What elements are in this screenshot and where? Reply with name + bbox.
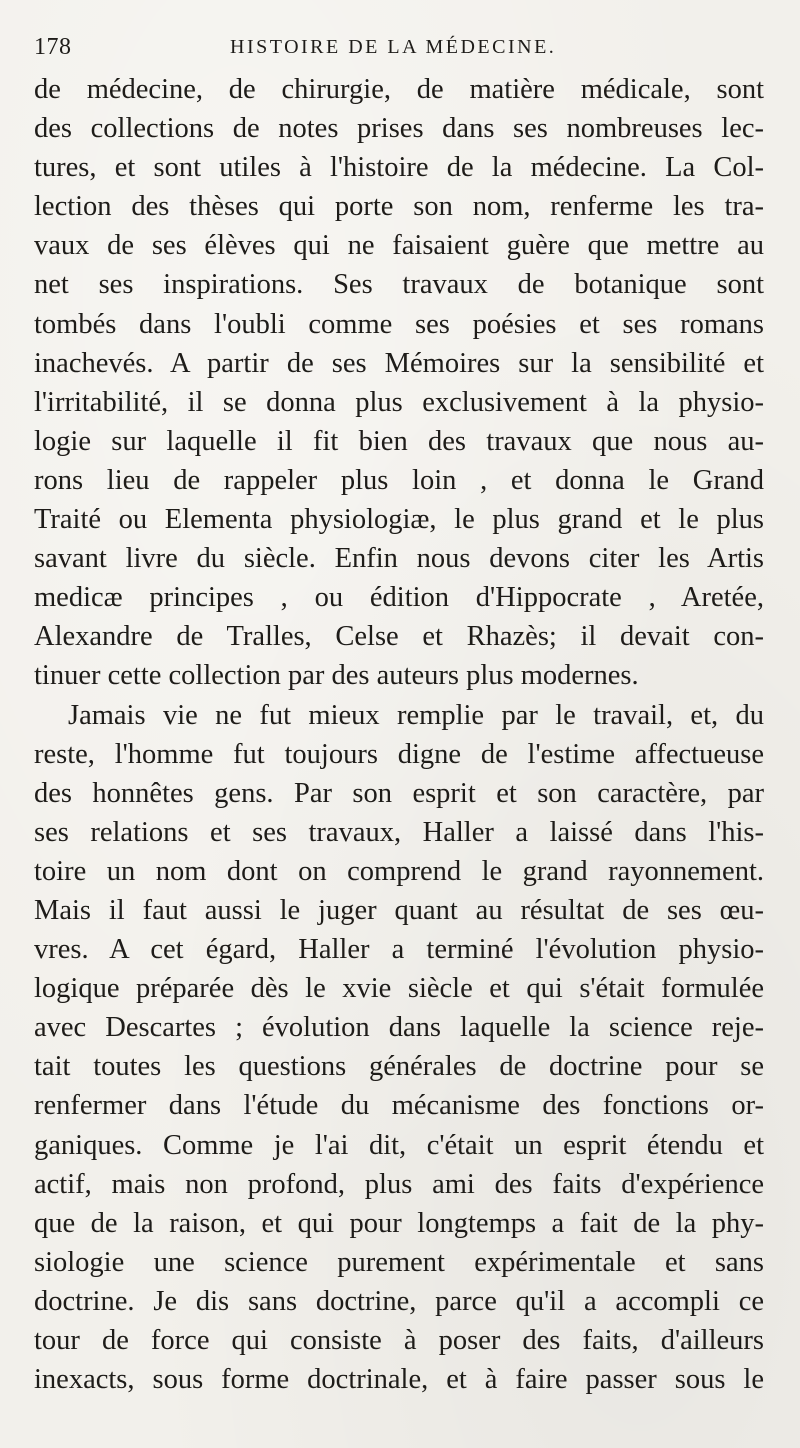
page-number: 178 [34, 34, 72, 60]
text-line: tombés dans l'oubli comme ses poésies et ses romans [34, 308, 764, 340]
page-header [34, 34, 766, 64]
text-line-paragraph-start: Jamais vie ne fut mieux remplie par le travail, et, du [68, 699, 764, 731]
text-line: siologie une science purement expérimentale et sans [34, 1246, 764, 1278]
text-line: vaux de ses élèves qui ne faisaient guère que mettre au [34, 230, 764, 262]
body-text [34, 70, 764, 1399]
text-line: doctrine. Je dis sans doctrine, parce qu'il a accompli ce [34, 1285, 764, 1317]
text-line: logie sur laquelle il fit bien des travaux que nous au- [34, 425, 764, 457]
text-line: medicæ principes , ou édition d'Hippocrate , Aretée, [34, 582, 764, 614]
text-line: des collections de notes prises dans ses nombreuses lec- [34, 113, 764, 145]
text-line: logique préparée dès le xvie siècle et qui s'était formulée [34, 973, 764, 1005]
text-line: l'irritabilité, il se donna plus exclusivement à la physio- [34, 386, 764, 418]
text-line: inachevés. A partir de ses Mémoires sur la sensibilité et [34, 347, 764, 379]
text-line: tures, et sont utiles à l'histoire de la médecine. La Col- [34, 152, 764, 184]
text-line: Traité ou Elementa physiologiæ, le plus grand et le plus [34, 504, 764, 536]
text-line: ses relations et ses travaux, Haller a laissé dans l'his- [34, 816, 764, 848]
text-line: actif, mais non profond, plus ami des faits d'expérience [34, 1168, 764, 1200]
text-line: renfermer dans l'étude du mécanisme des fonctions or- [34, 1090, 764, 1122]
text-line: ganiques. Comme je l'ai dit, c'était un esprit étendu et [34, 1129, 764, 1161]
text-line: savant livre du siècle. Enfin nous devons citer les Artis [34, 543, 764, 575]
text-line: tour de force qui consiste à poser des faits, d'ailleurs [34, 1325, 764, 1356]
text-line: toire un nom dont on comprend le grand rayonnement. [34, 855, 764, 887]
text-line: rons lieu de rappeler plus loin , et donna le Grand [34, 464, 764, 496]
text-line: Mais il faut aussi le juger quant au résultat de ses œu- [34, 894, 764, 926]
text-line: des honnêtes gens. Par son esprit et son caractère, par [34, 777, 764, 809]
text-line: que de la raison, et qui pour longtemps a fait de la phy- [34, 1207, 764, 1239]
running-title: HISTOIRE DE LA MÉDECINE. [230, 36, 557, 58]
text-line: inexacts, sous forme doctrinale, et à faire passer sous le [34, 1364, 764, 1396]
text-line: Alexandre de Tralles, Celse et Rhazès; il devait con- [34, 621, 764, 653]
text-line: reste, l'homme fut toujours digne de l'estime affectueuse [34, 738, 764, 770]
text-line: lection des thèses qui porte son nom, renferme les tra- [34, 191, 764, 223]
text-line: avec Descartes ; évolution dans laquelle la science reje- [34, 1012, 764, 1044]
text-line: net ses inspirations. Ses travaux de botanique sont [34, 269, 764, 301]
text-line-paragraph-end: tinuer cette collection par des auteurs plus modernes. [34, 660, 639, 692]
text-line: vres. A cet égard, Haller a terminé l'évolution physio- [34, 934, 764, 966]
text-line: de médecine, de chirurgie, de matière médicale, sont [34, 74, 764, 105]
text-line: tait toutes les questions générales de doctrine pour se [34, 1051, 764, 1083]
